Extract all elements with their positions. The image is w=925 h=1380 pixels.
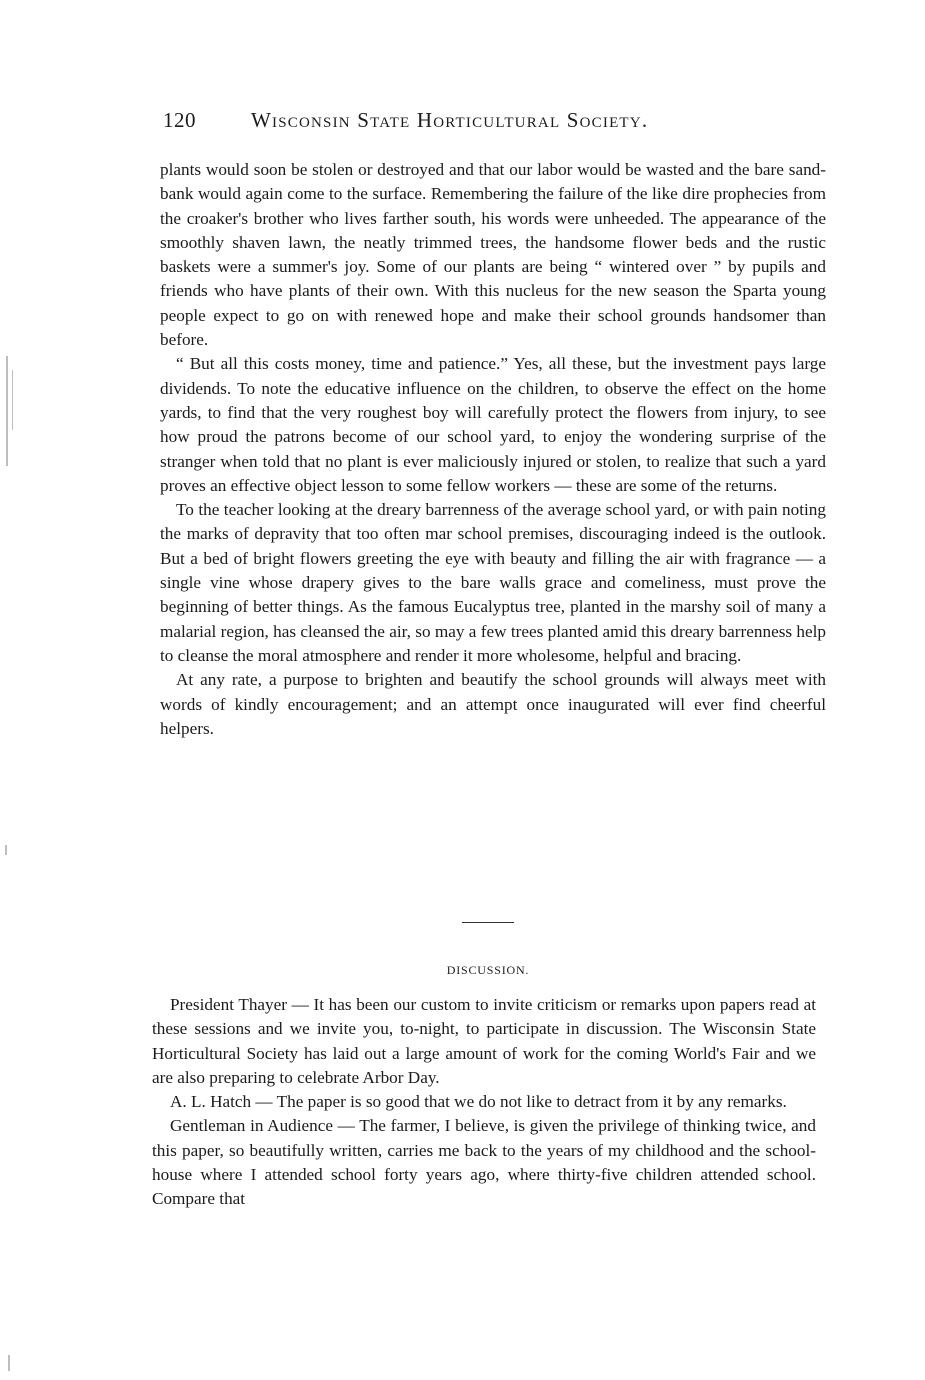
scan-edge-mark [12,370,13,430]
scan-edge-mark [6,356,8,466]
discussion-paragraph: Gentleman in Audience — The farmer, I believe, is given the privilege of thinking twice, and this paper, so beautifully written, carries me back to the years of my childhood and the school-house where I attended school forty years ago, where thirty-five children attended school. Compare that [152,1116,816,1209]
body-paragraph: plants would soon be stolen or destroyed and that our labor would be wasted and the bare sand-bank would again come to the surface. Remembering the failure of the like dire prophecies from the croaker's brother who lives farther south, his words were unheeded. The appearance of the smoothly shaven lawn, the neatly trimmed trees, the handsome flower beds and the rustic baskets were a summer's joy. Some of our plants are being “ wintered over ” by pupils and friends who have plants of their own. With this nucleus for the new season the Sparta young people expect to go on with renewed hope and make their school grounds handsomer than before. [160,160,826,350]
scan-edge-mark [5,845,7,855]
discussion-paragraph: President Thayer — It has been our custom to invite criticism or remarks upon papers read at these sessions and we invite you, to-night, to participate in discussion. The Wisconsin State Horticultural Society has laid out a large amount of work for the coming World's Fair and we are also preparing to celebrate Arbor Day. [152,995,816,1087]
article-body [160,158,826,741]
running-head [163,108,763,142]
body-paragraph: To the teacher looking at the dreary barrenness of the average school yard, or with pain noting the marks of depravity that too often mar school premises, discouraging indeed is the outlook. But a bed of bright flowers greeting the eye with beauty and filling the air with fragrance — a single vine whose drapery gives to the bare walls grace and comeliness, must prove the beginning of better things. As the famous Eucalyptus tree, planted in the marshy soil of many a malarial region, has cleansed the air, so may a few trees planted amid this dreary barrenness help to cleanse the moral atmosphere and render it more wholesome, helpful and bracing. [160,500,826,665]
running-head-title: Wisconsin State Horticultural Society. [251,108,649,132]
scan-edge-mark [8,1355,10,1371]
discussion-body [152,993,816,1212]
page-number: 120 [163,108,196,132]
body-paragraph: At any rate, a purpose to brighten and beautify the school grounds will always meet with words of kindly encouragement; and an attempt once inaugurated will ever find cheerful helpers. [160,670,826,738]
discussion-heading: DISCUSSION. [446,963,530,977]
section-divider [462,922,514,923]
discussion-paragraph: A. L. Hatch — The paper is so good that we do not like to detract from it by any remarks. [170,1092,787,1112]
body-paragraph: “ But all this costs money, time and patience.” Yes, all these, but the investment pays large dividends. To note the educative influence on the children, to observe the effect on the home yards, to find that the very roughest boy will carefully protect the flowers from injury, to see how proud the patrons become of our school yard, to enjoy the wondering surprise of the stranger when told that no plant is ever maliciously injured or stolen, to realize that such a yard proves an effective object lesson to some fellow workers — these are some of the returns. [160,354,826,495]
